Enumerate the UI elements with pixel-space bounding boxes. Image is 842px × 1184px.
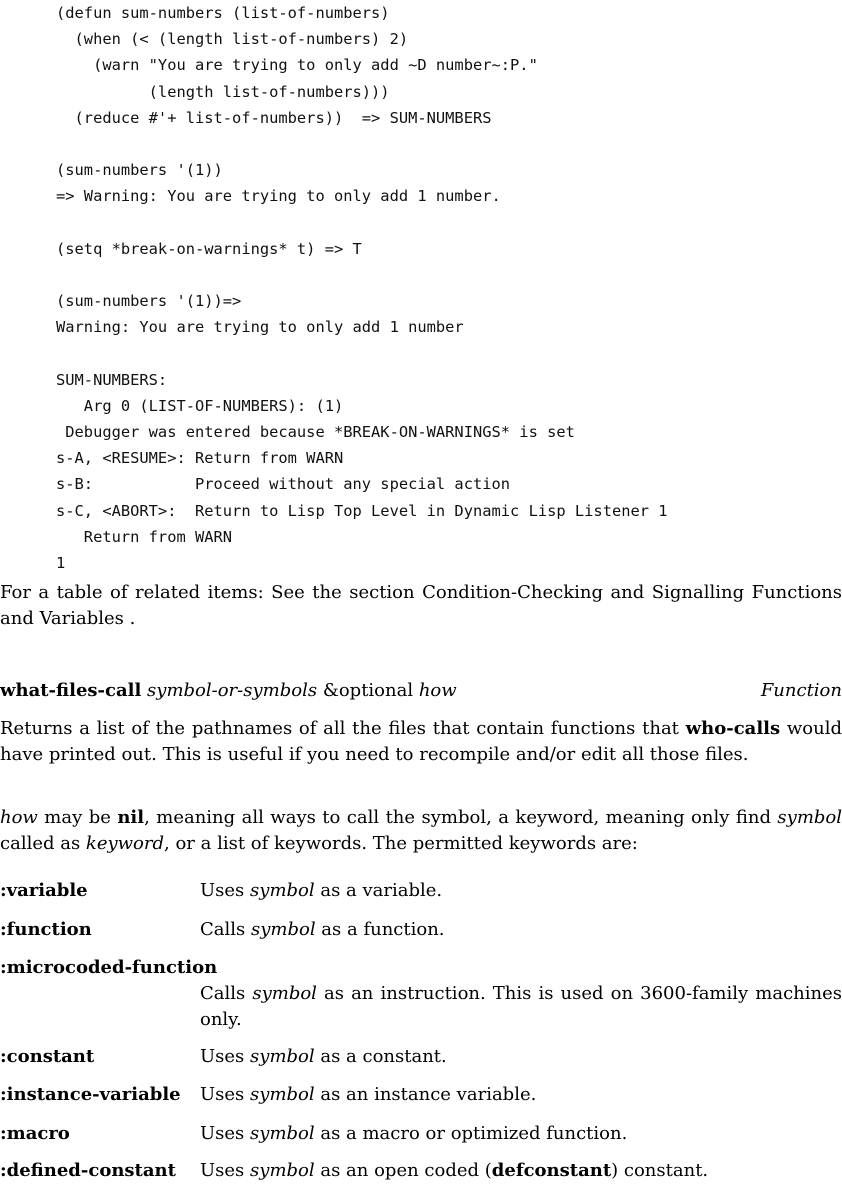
code-line: Return from WARN: [56, 527, 233, 546]
related-suffix: .: [129, 608, 136, 629]
keyword-desc: Uses symbol as a macro or optimized function.: [200, 1123, 628, 1144]
description-paragraph-1: [0, 716, 842, 768]
code-line: s-B: Proceed without any special action: [56, 475, 511, 494]
desc-text: , meaning all ways to call the symbol, a keyword, meaning only find: [144, 807, 778, 828]
desc-text: may be: [37, 807, 118, 828]
code-line: Warning: You are trying to only add 1 number: [56, 318, 464, 337]
code-line: 1: [56, 553, 66, 572]
code-line: (sum-numbers '(1))=>: [56, 292, 242, 311]
function-name: what-files-call: [0, 680, 142, 701]
desc-text: , or a list of keywords. The permitted keywords are:: [164, 833, 638, 854]
keyword-term: :macro: [0, 1123, 70, 1144]
code-line: (reduce #'+ list-of-numbers)) => SUM-NUMBERS: [56, 108, 492, 127]
code-line: [56, 340, 668, 366]
code-line: [56, 262, 668, 288]
code-line: Debugger was entered because *BREAK-ON-WARNINGS* is set: [56, 423, 575, 441]
keyword-term: :instance-variable: [0, 1084, 181, 1105]
desc-text: would have printed out. This is useful if you need to recompile and/or edit all those files.: [0, 718, 842, 765]
nil-ref: nil: [117, 807, 145, 828]
keyword-desc: Calls symbol as an instruction. This is used on 3600-family machines only.: [200, 983, 842, 1030]
keyword-desc: Calls symbol as a function.: [200, 919, 445, 940]
code-line: [56, 210, 668, 236]
code-line: (length list-of-numbers))): [56, 82, 390, 101]
related-prefix: For a table of related items: See the section: [0, 582, 423, 603]
keyword-term: :defined-constant: [0, 1160, 176, 1181]
code-line: s-C, <ABORT>: Return to Lisp Top Level in Dynamic Lisp Listener 1: [56, 501, 668, 520]
who-calls-ref: who-calls: [685, 718, 781, 739]
keyword-desc: Uses symbol as an instance variable.: [200, 1084, 537, 1105]
how-arg: how: [0, 807, 38, 828]
code-line: Arg 0 (LIST-OF-NUMBERS): (1): [56, 396, 344, 415]
code-line: => Warning: You are trying to only add 1 number.: [56, 187, 501, 206]
code-line: [56, 131, 668, 157]
code-line: (warn "You are trying to only add ~D number~:P.": [56, 56, 538, 75]
code-line: (when (< (length list-of-numbers) 2): [56, 30, 409, 49]
description-paragraph-2: [0, 805, 842, 857]
keyword-arg: keyword: [85, 833, 165, 854]
code-example: [56, 0, 668, 576]
code-line: SUM-NUMBERS:: [56, 370, 168, 389]
code-line: (defun sum-numbers (list-of-numbers): [56, 4, 390, 22]
keyword-desc: Uses symbol as a constant.: [200, 1046, 447, 1067]
optional-arg: how: [418, 680, 457, 701]
desc-text: called as: [0, 833, 86, 854]
optional-marker: &optional: [322, 680, 414, 701]
code-line: (sum-numbers '(1)): [56, 161, 223, 180]
code-line: (setq *break-on-warnings* t) => T: [56, 239, 362, 258]
keyword-term: :microcoded-function: [0, 957, 218, 978]
keyword-term: :variable: [0, 880, 88, 901]
keyword-desc: Uses symbol as an open coded (defconstant) constant.: [200, 1160, 709, 1181]
function-args: symbol-or-symbols: [147, 680, 318, 701]
keyword-term: :function: [0, 919, 92, 940]
desc-text: Returns a list of the pathnames of all the files that contain functions that: [0, 718, 686, 739]
keyword-desc: Uses symbol as a variable.: [200, 880, 443, 901]
entry-heading: [0, 678, 842, 704]
symbol-arg: symbol: [777, 807, 842, 828]
keyword-term: :constant: [0, 1046, 95, 1067]
related-section-link[interactable]: Condition-Checking and Signalling Functions and Variables: [0, 582, 842, 629]
entry-kind: Function: [760, 680, 842, 701]
code-line: s-A, <RESUME>: Return from WARN: [56, 449, 344, 468]
related-items-note: [0, 580, 842, 632]
